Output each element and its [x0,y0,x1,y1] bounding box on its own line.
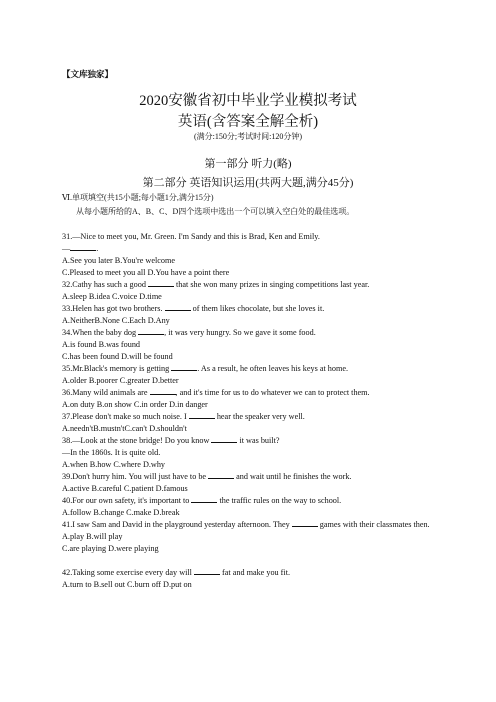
question-options: A.active B.careful C.patient D.famous [62,484,188,493]
answer-blank [292,519,318,527]
section-title: Ⅵ.单项填空(共15小题;每小题1分,满分15分) [62,193,214,202]
question-options: C.has been found D.will be found [62,352,173,361]
part-one-heading: 第一部分 听力(略) [204,158,292,170]
question-options: A.play B.will play [62,532,123,541]
question-stem-line2: — . [62,244,99,253]
question-stem: 42.Taking some exercise every day will fat and make you fit. [62,568,291,577]
answer-blank [148,279,174,287]
source-tag: 【文库独家】 [62,69,114,79]
question-stem: 32.Cathy has such a good that she won many prizes in singing competitions last year. [62,280,370,289]
question-options: A.NeitherB.None C.Each D.Any [62,316,170,325]
exam-subtitle: 英语(含答案全解全析) [177,114,319,130]
question-38 [62,435,438,471]
question-stem: 34.When the baby dog , it was very hungry. So we gave it some food. [62,328,316,337]
question-32 [62,279,438,303]
question-stem: 40.For our own safety, it's important to the traffic rules on the way to school. [62,496,342,505]
question-39 [62,471,438,495]
question-stem: 33.Helen has got two brothers. of them likes chocolate, but she loves it. [62,304,325,313]
answer-blank [150,387,176,395]
answer-blank [191,495,217,503]
answer-blank [194,567,220,575]
question-stem: 37.Please don't make so much noise. I hear the speaker very well. [62,412,305,421]
exam-title: 2020安徽省初中毕业学业模拟考试 [139,93,357,109]
question-stem: 41.I saw Sam and David in the playground yesterday afternoon. They games with their classmates then. [62,520,430,529]
question-options: A.See you later B.You're welcome [62,256,175,265]
question-options: A.on duty B.on show C.in order D.in danger [62,400,208,409]
question-stem: 39.Don't hurry him. You will just have to be and wait until he finishes the work. [62,472,352,481]
question-35 [62,363,438,387]
question-options: A.follow B.change C.make D.break [62,508,180,517]
answer-blank [208,471,234,479]
answer-blank [70,243,96,251]
answer-blank [189,411,215,419]
question-37 [62,411,438,435]
question-42 [62,567,438,591]
question-options: A.is found B.was found [62,340,141,349]
question-33 [62,303,438,327]
question-options: A.turn to B.sell out C.burn off D.put on [62,580,192,589]
question-options: C.are playing D.were playing [62,544,159,553]
question-41 [62,519,438,555]
part-two-heading: 第二部分 英语知识运用(共两大题,满分45分) [142,177,354,189]
question-31 [62,231,438,279]
question-options: A.when B.how C.where D.why [62,460,166,469]
question-stem: 36.Many wild animals are , and it's time for us to do whatever we can to protect them. [62,388,370,397]
question-stem: 38.—Look at the stone bridge! Do you know it was built? [62,436,280,445]
exam-meta: (满分:150分;考试时间:120分钟) [194,132,302,141]
question-options: A.older B.poorer C.greater D.better [62,376,179,385]
question-stem: 35.Mr.Black's memory is getting . As a result, he often leaves his keys at home. [62,364,349,373]
answer-blank [138,327,164,335]
answer-blank [171,363,197,371]
answer-blank [165,303,191,311]
question-options: A.needn'tB.mustn'tC.can't D.shouldn't [62,424,187,433]
question-40 [62,495,438,519]
question-34 [62,327,438,363]
question-36 [62,387,438,411]
question-stem: 31.—Nice to meet you, Mr. Green. I'm Sandy and this is Brad, Ken and Emily. [62,232,320,241]
question-options: A.sleep B.idea C.voice D.time [62,292,162,301]
question-stem-line2: —In the 1860s. It is quite old. [62,448,161,457]
answer-blank [211,435,237,443]
question-options: C.Pleased to meet you all D.You have a point there [62,268,230,277]
section-instructions: 从每小题所给的A、B、C、D四个选项中选出一个可以填入空白处的最佳选项。 [76,207,355,216]
